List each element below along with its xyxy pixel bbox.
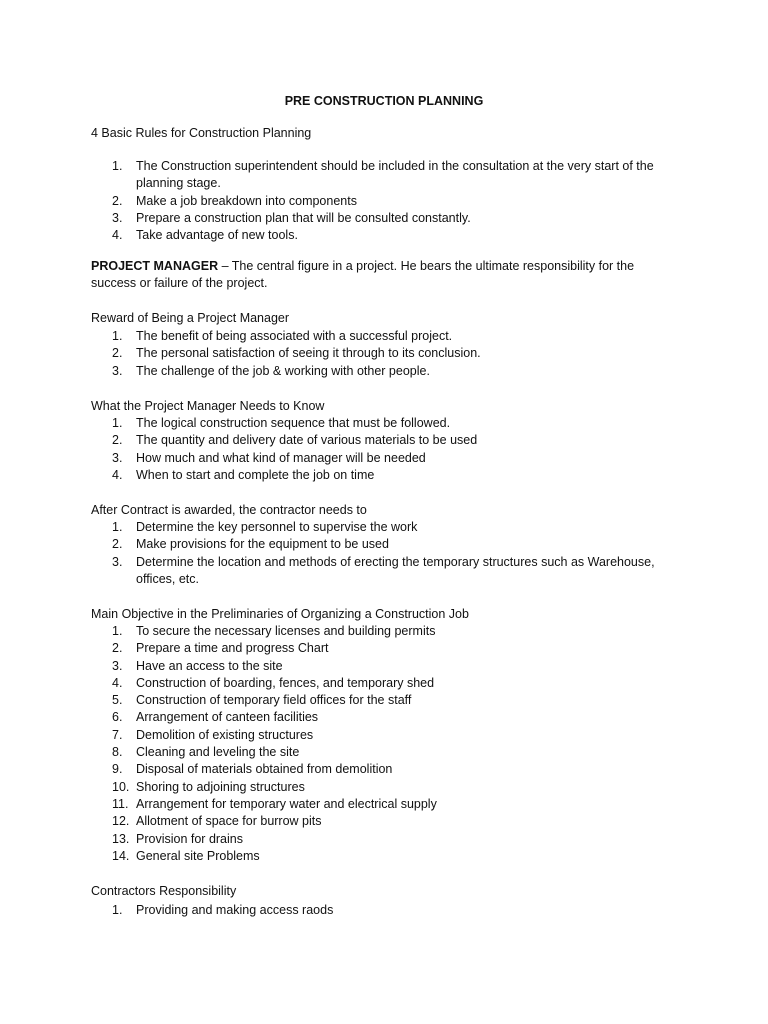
project-manager-definition [91, 258, 634, 275]
list-item-text: The personal satisfaction of seeing it through to its conclusion. [136, 346, 481, 361]
list-number: 2. [112, 537, 123, 552]
section-heading-main-objective: Main Objective in the Preliminaries of Organizing a Construction Job [91, 607, 469, 621]
list-item-text: The logical construction sequence that must be followed. [136, 416, 451, 430]
list-number: 3. [112, 363, 123, 378]
list-item-text: The challenge of the job & working with other people. [136, 363, 430, 378]
list-item-text: Make a job breakdown into components [136, 193, 357, 208]
section-heading-basic-rules: 4 Basic Rules for Construction Planning [91, 126, 312, 140]
list-item-text: The benefit of being associated with a successful project. [136, 329, 453, 343]
list-number: 4. [112, 675, 123, 690]
list-item-text: Have an access to the site [136, 658, 283, 673]
list-number: 5. [112, 693, 123, 708]
list-number: 1. [112, 416, 123, 430]
section-heading-contractors-responsibility: Contractors Responsibility [91, 884, 237, 898]
list-number: 1. [112, 329, 123, 343]
list-item-text: The quantity and delivery date of various materials to be used [136, 433, 478, 448]
list-number: 3. [112, 210, 123, 225]
list-number: 7. [112, 727, 123, 742]
list-item-text: Provision for drains [136, 831, 243, 846]
document-title: PRE CONSTRUCTION PLANNING [284, 94, 484, 108]
list-number: 3. [112, 658, 123, 673]
list-number: 4. [112, 228, 123, 243]
list-item-text: Shoring to adjoining structures [136, 779, 305, 794]
list-number: 12. [112, 814, 130, 829]
list-number: 1. [112, 903, 123, 917]
section-heading-pm-needs: What the Project Manager Needs to Know [91, 399, 325, 413]
list-item-text: To secure the necessary licenses and building permits [136, 624, 436, 638]
list-number: 9. [112, 762, 123, 777]
list-item-text: Make provisions for the equipment to be used [136, 537, 389, 552]
list-item-text: Prepare a construction plan that will be consulted constantly. [136, 210, 471, 225]
list-item-text: Prepare a time and progress Chart [136, 641, 329, 656]
list-item-text: Disposal of materials obtained from demolition [136, 762, 393, 777]
list-number: 4. [112, 467, 123, 482]
list-number: 11. [112, 796, 129, 811]
list-number: 2. [112, 641, 123, 656]
list-item-text: General site Problems [136, 848, 260, 863]
list-item-text: Demolition of existing structures [136, 727, 314, 742]
list-number: 13. [112, 831, 130, 846]
list-item-text: Construction of temporary field offices for the staff [136, 693, 412, 708]
list-number: 1. [112, 624, 123, 638]
list-number: 1. [112, 520, 123, 534]
list-item-text: Providing and making access raods [136, 903, 334, 917]
list-number: 1. [112, 159, 123, 173]
list-number: 10. [112, 779, 130, 794]
definition-text-continued: success or failure of the project. [91, 276, 268, 290]
list-item-text: Allotment of space for burrow pits [136, 814, 322, 829]
list-number: 14. [112, 848, 130, 863]
list-number: 2. [112, 346, 123, 361]
list-item-text: Arrangement of canteen facilities [136, 710, 319, 725]
list-item-text: Take advantage of new tools. [136, 228, 298, 243]
list-number: 8. [112, 745, 123, 760]
list-number: 6. [112, 710, 123, 725]
list-item-text: How much and what kind of manager will be needed [136, 450, 426, 465]
list-item-text: When to start and complete the job on time [136, 467, 375, 482]
list-item-text: Cleaning and leveling the site [136, 745, 300, 760]
list-item-text: Arrangement for temporary water and electrical supply [136, 796, 437, 811]
list-number: 3. [112, 554, 123, 569]
list-number: 2. [112, 433, 123, 448]
list-item-text: Construction of boarding, fences, and temporary shed [136, 675, 435, 690]
definition-text: – The central figure in a project. He bears the ultimate responsibility for the [218, 259, 635, 273]
section-heading-reward: Reward of Being a Project Manager [91, 311, 290, 325]
list-item-text: The Construction superintendent should be included in the consultation at the very start of the planning stage. [136, 159, 654, 190]
list-item-text: Determine the key personnel to supervise the work [136, 520, 418, 534]
list-number: 2. [112, 193, 123, 208]
definition-term: PROJECT MANAGER [91, 259, 219, 273]
section-heading-after-contract: After Contract is awarded, the contractor needs to [91, 503, 367, 517]
list-number: 3. [112, 450, 123, 465]
list-item-text: Determine the location and methods of erecting the temporary structures such as Warehouse, offices, etc. [136, 554, 655, 586]
